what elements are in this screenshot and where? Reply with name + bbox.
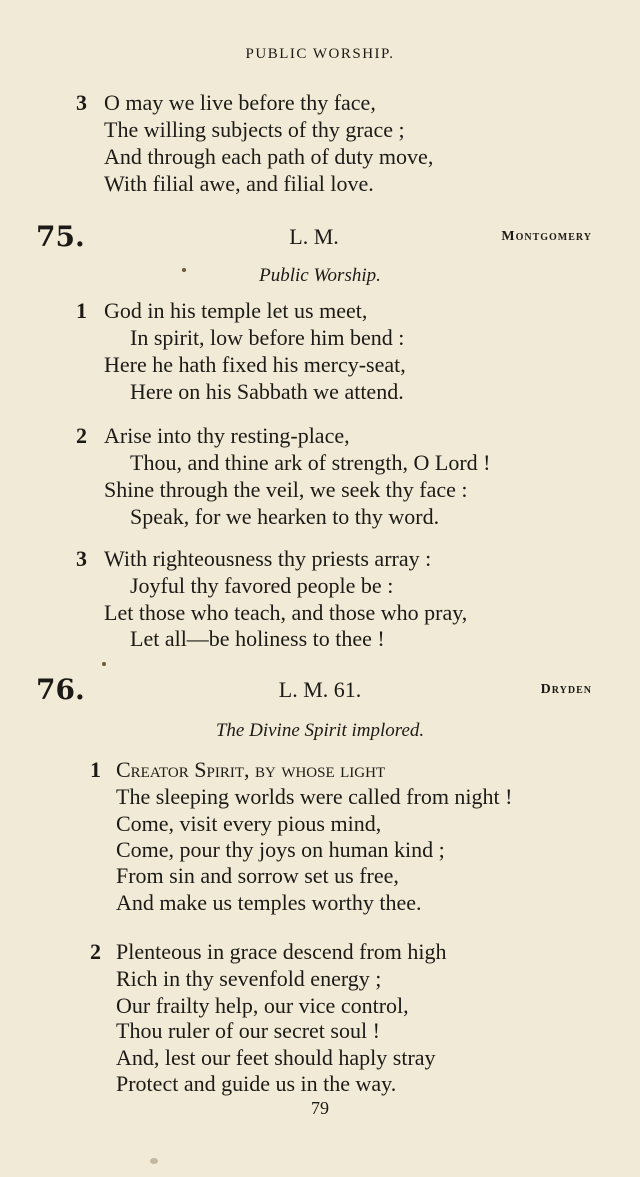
hymn-number: 76. <box>36 673 85 706</box>
verse-line: And, lest our feet should haply stray <box>116 1045 436 1070</box>
verse-line: Rich in thy sevenfold energy ; <box>116 966 382 991</box>
verse-line: Joyful thy favored people be : <box>130 573 394 598</box>
verse-number: 2 <box>76 423 87 448</box>
hymn-number: 75. <box>36 220 85 253</box>
verse-line: And through each path of duty move, <box>104 144 434 169</box>
running-head: PUBLIC WORSHIP. <box>245 46 395 62</box>
verse-line: With filial awe, and filial love. <box>104 171 374 196</box>
verse-line: Here on his Sabbath we attend. <box>130 379 404 404</box>
verse-line: Arise into thy resting-place, <box>104 423 350 448</box>
verse-line: Protect and guide us in the way. <box>116 1071 397 1096</box>
ink-speck <box>182 268 186 272</box>
ink-speck <box>150 1158 158 1164</box>
verse-line: From sin and sorrow set us free, <box>116 863 399 888</box>
hymn-meter: L. M. <box>289 224 339 249</box>
verse-line: The willing subjects of thy grace ; <box>104 117 405 142</box>
verse-line: Here he hath fixed his mercy-seat, <box>104 352 406 377</box>
verse-line: Come, pour thy joys on human kind ; <box>116 837 445 862</box>
hymn-author: Montgomery <box>501 229 592 244</box>
verse-line: With righteousness thy priests array : <box>104 546 432 571</box>
hymn-subtitle: Public Worship. <box>259 265 381 286</box>
verse-line: And make us temples worthy thee. <box>116 890 422 915</box>
verse-line: In spirit, low before him bend : <box>130 325 405 350</box>
verse-number: 1 <box>90 757 101 782</box>
verse-line: Creator Spirit, by whose light <box>116 757 386 782</box>
verse-line: Plenteous in grace descend from high <box>116 939 447 964</box>
verse-number: 3 <box>76 546 87 571</box>
ink-speck <box>102 662 106 666</box>
page-number: 79 <box>311 1098 329 1118</box>
verse-line: Speak, for we hearken to thy word. <box>130 504 440 529</box>
verse-number: 2 <box>90 939 101 964</box>
verse-line: Shine through the veil, we seek thy face : <box>104 477 468 502</box>
verse-line: Thou, and thine ark of strength, O Lord ! <box>130 450 491 475</box>
verse-line: Come, visit every pious mind, <box>116 811 382 836</box>
verse-line: Let all—be holiness to thee ! <box>130 626 385 651</box>
verse-line: O may we live before thy face, <box>104 90 376 115</box>
verse-line: Let those who teach, and those who pray, <box>104 600 468 625</box>
verse-number: 1 <box>76 298 87 323</box>
hymn-subtitle: The Divine Spirit implored. <box>215 720 425 741</box>
verse-line: The sleeping worlds were called from night ! <box>116 784 513 809</box>
verse-line: Our frailty help, our vice control, <box>116 993 409 1018</box>
verse-number: 3 <box>76 90 87 115</box>
hymn-meter: L. M. 61. <box>278 677 362 702</box>
verse-line: Thou ruler of our secret soul ! <box>116 1018 380 1043</box>
hymn-author: Dryden <box>540 682 592 697</box>
verse-line: God in his temple let us meet, <box>104 298 368 323</box>
